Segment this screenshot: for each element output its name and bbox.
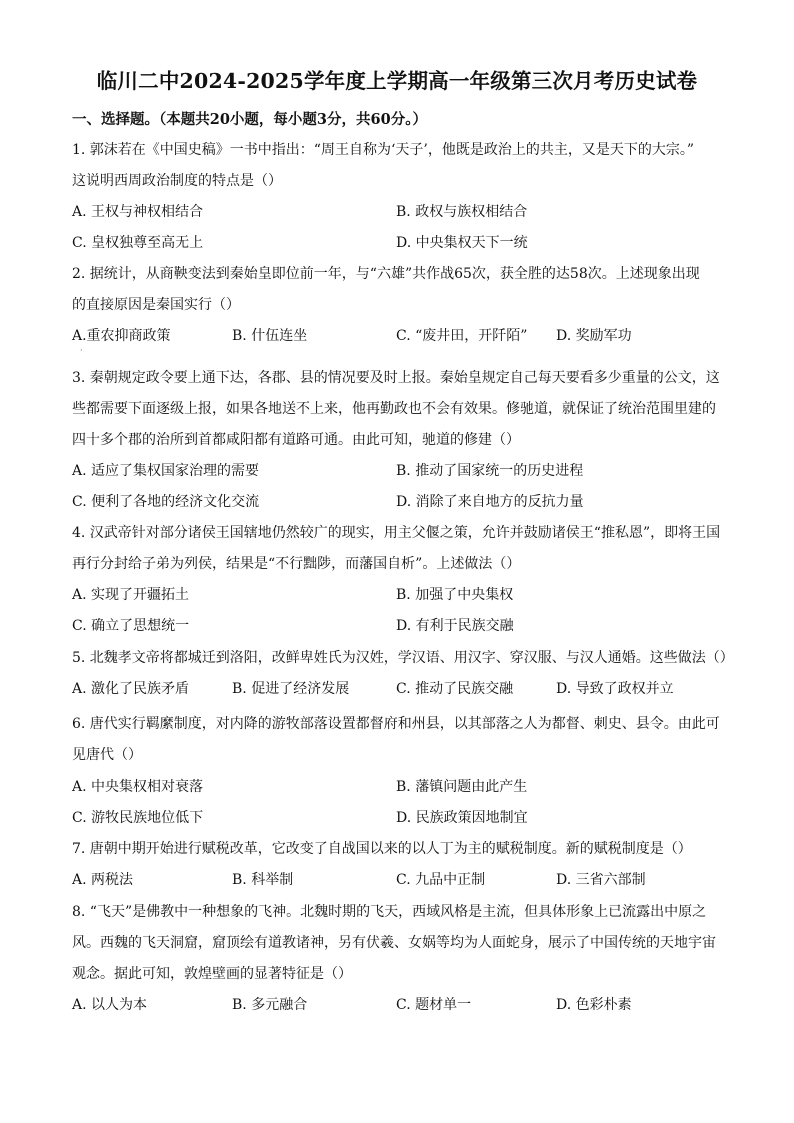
question-7-option-d: D. 三省六部制 (556, 872, 646, 888)
question-8-line-3: 观念。据此可知，敦煌壁画的显著特征是（） (72, 966, 352, 982)
question-7-option-a: A. 两税法 (72, 872, 134, 888)
question-3-option-a: A. 适应了集权国家治理的需要 (72, 463, 260, 479)
question-2-option-b: B. 什伍连坐 (232, 328, 308, 344)
question-5-option-c: C. 推动了民族交融 (396, 681, 514, 697)
question-4-option-a: A. 实现了开疆拓土 (72, 587, 190, 603)
question-3-option-b: B. 推动了国家统一的历史进程 (396, 463, 584, 479)
question-6-option-d: D. 民族政策因地制宜 (396, 810, 528, 826)
question-4-line-1: 4. 汉武帝针对部分诸侯王国辖地仍然较广的现实，用主父偃之策，允许并鼓励诸侯王“推私恩”，即将王国 (72, 525, 721, 541)
question-6-option-b: B. 藩镇问题由此产生 (396, 779, 528, 795)
question-4-option-d: D. 有利于民族交融 (396, 618, 514, 634)
question-5-option-b: B. 促进了经济发展 (232, 681, 350, 697)
question-6-line-2: 见唐代（） (72, 747, 142, 763)
question-3-option-c: C. 便利了各地的经济文化交流 (72, 494, 260, 510)
section-heading: 一、选择题。（本题共20小题，每小题3分，共60分。） (72, 111, 427, 128)
question-1-line-2: 这说明西周政治制度的特点是（） (72, 173, 282, 189)
question-5-option-d: D. 导致了政权并立 (556, 681, 674, 697)
question-8-option-d: D. 色彩朴素 (556, 997, 632, 1013)
question-1-option-a: A. 王权与神权相结合 (72, 204, 204, 220)
question-7-option-c: C. 九品中正制 (396, 872, 486, 888)
question-1-line-1: 1. 郭沫若在《中国史稿》一书中指出：“周王自称为‘天子’，他既是政治上的共主，又是天下的大宗。” (72, 142, 695, 158)
question-2-option-a: A.重农抑商政策 (72, 328, 171, 344)
question-8-option-a: A. 以人为本 (72, 997, 148, 1013)
question-2-option-d: D. 奖励军功 (556, 328, 632, 344)
question-7-line-1: 7. 唐朝中期开始进行赋税改革，它改变了自战国以来的以人丁为主的赋税制度。新的赋税制度是（） (72, 841, 692, 857)
question-1-option-d: D. 中央集权天下一统 (396, 235, 528, 251)
question-8-line-1: 8. “飞天”是佛教中一种想象的飞神。北魏时期的飞天，西域风格是主流，但具体形象上已流露出中原之 (72, 904, 707, 920)
question-3-line-2: 些都需要下面逐级上报，如果各地送不上来，他再勤政也不会有效果。修驰道，就保证了统治范围里建的 (72, 401, 716, 417)
question-8-line-2: 风。西魏的飞天洞窟，窟顶绘有道教诸神，另有伏羲、女娲等均为人面蛇身，展示了中国传统的天地宇宙 (72, 935, 716, 951)
question-1-option-b: B. 政权与族权相结合 (396, 204, 528, 220)
question-3-line-3: 四十多个郡的治所到首都咸阳都有道路可通。由此可知，驰道的修建（） (72, 432, 520, 448)
stray-dot: · (80, 346, 83, 355)
question-4-option-b: B. 加强了中央集权 (396, 587, 514, 603)
question-6-option-c: C. 游牧民族地位低下 (72, 810, 204, 826)
question-4-line-2: 再行分封给子弟为列侯，结果是“不行黜陟，而藩国自析”。上述做法（） (72, 556, 521, 572)
question-2-line-2: 的直接原因是秦国实行（） (72, 297, 240, 313)
question-7-option-b: B. 科举制 (232, 872, 294, 888)
question-5-line-1: 5. 北魏孝文帝将都城迁到洛阳，改鲜卑姓氏为汉姓，学汉语、用汉字、穿汉服、与汉人通婚。这些做法（） (72, 650, 734, 666)
question-8-option-b: B. 多元融合 (232, 997, 308, 1013)
question-1-option-c: C. 皇权独尊至高无上 (72, 235, 204, 251)
question-4-option-c: C. 确立了思想统一 (72, 618, 190, 634)
question-8-option-c: C. 题材单一 (396, 997, 472, 1013)
question-5-option-a: A. 激化了民族矛盾 (72, 681, 190, 697)
question-6-line-1: 6. 唐代实行羁縻制度，对内降的游牧部落设置都督府和州县，以其部落之人为都督、刺史、县令。由此可 (72, 716, 720, 732)
question-2-line-1: 2. 据统计，从商鞅变法到秦始皇即位前一年，与“六雄”共作战65次，获全胜的达58次。上述现象出现 (72, 266, 700, 282)
question-3-option-d: D. 消除了来自地方的反抗力量 (396, 494, 584, 510)
question-6-option-a: A. 中央集权相对衰落 (72, 779, 204, 795)
exam-title: 临川二中2024-2025学年度上学期高一年级第三次月考历史试卷 (96, 69, 698, 93)
question-3-line-1: 3. 秦朝规定政令要上通下达，各郡、县的情况要及时上报。秦始皇规定自己每天要看多少重量的公文，这 (72, 370, 720, 386)
question-2-option-c: C. “废井田，开阡陌” (396, 328, 528, 344)
